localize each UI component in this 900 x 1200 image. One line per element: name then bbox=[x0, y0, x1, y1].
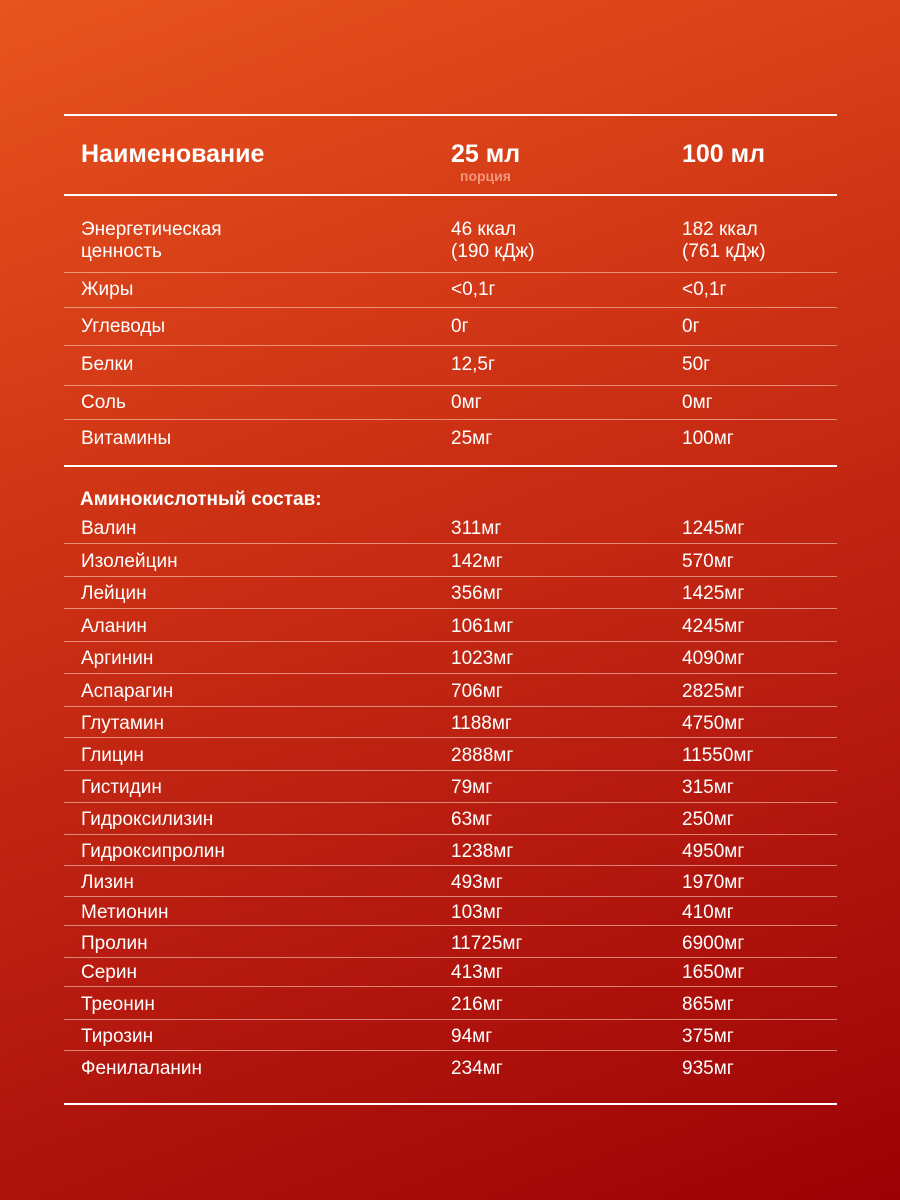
row-name: Фенилаланин bbox=[81, 1058, 203, 1079]
amino-row bbox=[64, 1051, 837, 1103]
row-name: Тирозин bbox=[81, 1026, 154, 1047]
cell-line: 182 ккал bbox=[682, 219, 758, 240]
cell-line: 0г bbox=[682, 316, 700, 337]
row-value-100ml: 4750мг bbox=[682, 713, 745, 734]
row-value-100ml: 1970мг bbox=[682, 872, 745, 893]
cell-line: ценность bbox=[81, 241, 162, 262]
row-value-100ml: 375мг bbox=[682, 1026, 734, 1047]
nutrition-row bbox=[64, 308, 837, 345]
row-value-100ml: 4245мг bbox=[682, 616, 745, 637]
nutrition-table bbox=[64, 114, 837, 1105]
amino-row bbox=[64, 707, 837, 737]
cell-line: Углеводы bbox=[81, 316, 166, 337]
row-name bbox=[81, 392, 126, 414]
row-name bbox=[81, 279, 133, 301]
row-value-serving: 11725мг bbox=[451, 933, 523, 954]
row-value-serving: 103мг bbox=[451, 902, 503, 923]
row-value-serving: 79мг bbox=[451, 777, 493, 798]
bottom-rule bbox=[64, 1103, 837, 1105]
row-value-serving: 234мг bbox=[451, 1058, 503, 1079]
header-name: Наименование bbox=[81, 140, 265, 168]
row-name: Гидроксипролин bbox=[81, 841, 225, 862]
row-value-serving bbox=[451, 279, 495, 301]
cell-line: Жиры bbox=[81, 279, 134, 300]
row-name: Метионин bbox=[81, 902, 169, 923]
nutrition-row bbox=[64, 386, 837, 419]
amino-row bbox=[64, 835, 837, 865]
row-value-serving bbox=[451, 316, 469, 338]
row-value-100ml bbox=[682, 316, 700, 338]
amino-title-text: Аминокислотный состав: bbox=[80, 489, 322, 510]
row-name bbox=[81, 428, 171, 450]
row-value-serving: 413мг bbox=[451, 962, 503, 983]
row-name: Глицин bbox=[81, 745, 144, 766]
row-value-100ml bbox=[682, 279, 726, 301]
row-value-100ml: 2825мг bbox=[682, 681, 745, 702]
header-100ml: 100 мл bbox=[682, 140, 766, 168]
amino-row bbox=[64, 958, 837, 986]
cell-line: (190 кДж) bbox=[451, 241, 535, 262]
cell-line: 50г bbox=[682, 354, 711, 375]
row-value-serving: 63мг bbox=[451, 809, 493, 830]
row-value-100ml: 865мг bbox=[682, 994, 734, 1015]
row-value-100ml: 11550мг bbox=[682, 745, 754, 766]
row-value-serving bbox=[451, 392, 482, 414]
amino-row bbox=[64, 987, 837, 1019]
row-name: Гистидин bbox=[81, 777, 162, 798]
row-value-100ml: 570мг bbox=[682, 551, 734, 572]
row-name: Аспарагин bbox=[81, 681, 174, 702]
cell-line: Энергетическая bbox=[81, 219, 222, 240]
row-name bbox=[81, 316, 165, 338]
row-value-serving: 216мг bbox=[451, 994, 503, 1015]
amino-row bbox=[64, 642, 837, 673]
row-value-100ml: 250мг bbox=[682, 809, 734, 830]
row-name bbox=[81, 219, 222, 263]
row-value-serving: 1188мг bbox=[451, 713, 512, 734]
amino-section-title bbox=[64, 467, 837, 511]
row-name: Аланин bbox=[81, 616, 147, 637]
row-value-100ml: 410мг bbox=[682, 902, 734, 923]
amino-row bbox=[64, 866, 837, 896]
cell-line: Белки bbox=[81, 354, 134, 375]
row-value-serving: 706мг bbox=[451, 681, 503, 702]
row-name: Лизин bbox=[81, 872, 134, 893]
row-value-100ml bbox=[682, 219, 766, 263]
row-value-100ml: 4950мг bbox=[682, 841, 745, 862]
row-value-serving: 356мг bbox=[451, 583, 503, 604]
amino-row bbox=[64, 803, 837, 834]
row-value-serving: 1061мг bbox=[451, 616, 514, 637]
row-value-serving: 311мг bbox=[451, 518, 502, 539]
nutrition-row bbox=[64, 196, 837, 272]
row-name bbox=[81, 354, 133, 376]
cell-line: Витамины bbox=[81, 428, 172, 449]
cell-line: 25мг bbox=[451, 428, 493, 449]
cell-line: 100мг bbox=[682, 428, 734, 449]
row-name: Треонин bbox=[81, 994, 155, 1015]
nutrition-rows bbox=[64, 196, 837, 465]
row-value-serving: 493мг bbox=[451, 872, 503, 893]
row-value-serving: 142мг bbox=[451, 551, 503, 572]
cell-line: 12,5г bbox=[451, 354, 495, 375]
nutrition-row bbox=[64, 273, 837, 307]
row-name: Аргинин bbox=[81, 648, 154, 669]
row-name: Серин bbox=[81, 962, 137, 983]
row-value-100ml: 4090мг bbox=[682, 648, 745, 669]
amino-rows bbox=[64, 511, 837, 1103]
row-value-serving: 1238мг bbox=[451, 841, 514, 862]
header-serving-sub: порция bbox=[460, 168, 511, 184]
amino-row bbox=[64, 544, 837, 576]
row-value-serving: 94мг bbox=[451, 1026, 493, 1047]
amino-row bbox=[64, 511, 837, 543]
row-value-100ml bbox=[682, 428, 734, 450]
amino-row bbox=[64, 926, 837, 957]
amino-row bbox=[64, 609, 837, 641]
amino-row bbox=[64, 577, 837, 608]
row-value-100ml: 6900мг bbox=[682, 933, 745, 954]
cell-line: 46 ккал bbox=[451, 219, 517, 240]
row-name: Изолейцин bbox=[81, 551, 178, 572]
row-value-100ml: 1650мг bbox=[682, 962, 745, 983]
amino-row bbox=[64, 738, 837, 770]
row-name: Глутамин bbox=[81, 713, 165, 734]
cell-line: (761 кДж) bbox=[682, 241, 766, 262]
amino-row bbox=[64, 1020, 837, 1050]
row-value-100ml: 1245мг bbox=[682, 518, 745, 539]
row-value-100ml: 315мг bbox=[682, 777, 734, 798]
table-header bbox=[64, 116, 837, 194]
amino-row bbox=[64, 897, 837, 925]
amino-row bbox=[64, 674, 837, 706]
row-value-serving bbox=[451, 219, 535, 263]
row-value-serving: 2888мг bbox=[451, 745, 514, 766]
nutrition-row bbox=[64, 346, 837, 385]
amino-row bbox=[64, 771, 837, 802]
row-value-100ml: 935мг bbox=[682, 1058, 734, 1079]
row-value-serving bbox=[451, 428, 492, 450]
row-value-100ml bbox=[682, 392, 713, 414]
cell-line: 0мг bbox=[682, 392, 713, 413]
row-value-100ml bbox=[682, 354, 710, 376]
row-name: Пролин bbox=[81, 933, 148, 954]
nutrition-row bbox=[64, 420, 837, 465]
cell-line: Соль bbox=[81, 392, 126, 413]
cell-line: 0мг bbox=[451, 392, 482, 413]
cell-line: <0,1г bbox=[682, 279, 727, 300]
cell-line: 0г bbox=[451, 316, 469, 337]
row-value-serving: 1023мг bbox=[451, 648, 514, 669]
row-value-serving bbox=[451, 354, 495, 376]
cell-line: <0,1г bbox=[451, 279, 496, 300]
row-name: Гидроксилизин bbox=[81, 809, 214, 830]
header-serving: 25 мл bbox=[451, 140, 521, 168]
row-name: Валин bbox=[81, 518, 137, 539]
row-value-100ml: 1425мг bbox=[682, 583, 745, 604]
row-name: Лейцин bbox=[81, 583, 147, 604]
